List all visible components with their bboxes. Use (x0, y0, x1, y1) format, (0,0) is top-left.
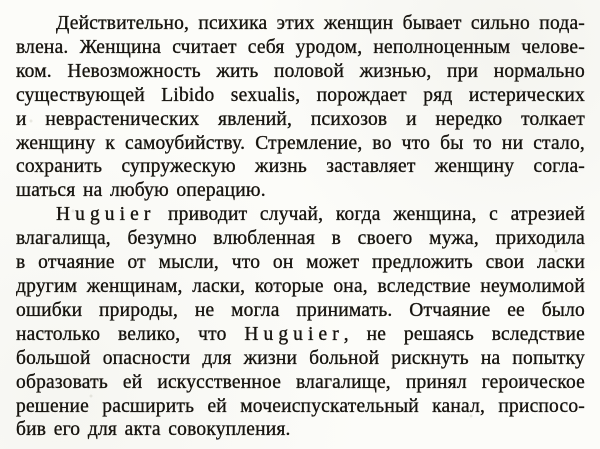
text-line: влена. Женщина считает себя уродом, неполноценным челове- (16, 36, 585, 58)
text-line: влагалища, безумно влюбленная в своего мужа, приходила (16, 228, 585, 250)
text-line: ошибки природы, не могла принимать. Отчаяние ее было (16, 299, 585, 321)
paragraph-2 (16, 203, 585, 442)
text-line: решение расширить ей мочеиспускательный канал, приспосо- (16, 395, 585, 417)
text-line: женщину к самоубийству. Стремление, во что бы то ни стало, (16, 132, 585, 154)
text-line: образовать ей искусственное влагалище, принял героическое (16, 371, 585, 393)
text-line: Действительно, психика этих женщин бывает сильно пода- (56, 13, 585, 34)
text-line: и неврастенических явлений, психозов и нередко толкает (16, 108, 585, 130)
text-line: существующей Libido sexualis, порождает ряд истерических (16, 84, 585, 106)
text-line: ком. Невозможность жить половой жизнью, при нормально (16, 60, 585, 82)
text-line: большой опасности для жизни больной рискнуть на попытку (16, 347, 585, 369)
paragraph-1 (16, 12, 585, 203)
text-line: Huguier приводит случай, когда женщина, с атрезией (56, 204, 585, 226)
text-line: настолько велико, что Huguier, не решаясь вследствие (16, 323, 585, 345)
text-line: другим женщинам, ласки, которые она, вследствие неумолимой (16, 275, 585, 297)
spaced-author-name: Huguier (244, 323, 344, 345)
text-line: сохранить супружескую жизнь заставляет женщину согла- (16, 156, 585, 178)
text-line: в отчаяние от мысли, что он может предложить свои ласки (16, 252, 585, 274)
text-line: бив его для акта совокупления. (16, 419, 291, 441)
text-line: шаться на любую операцию. (16, 180, 266, 202)
spaced-author-name: Huguier (56, 204, 156, 226)
